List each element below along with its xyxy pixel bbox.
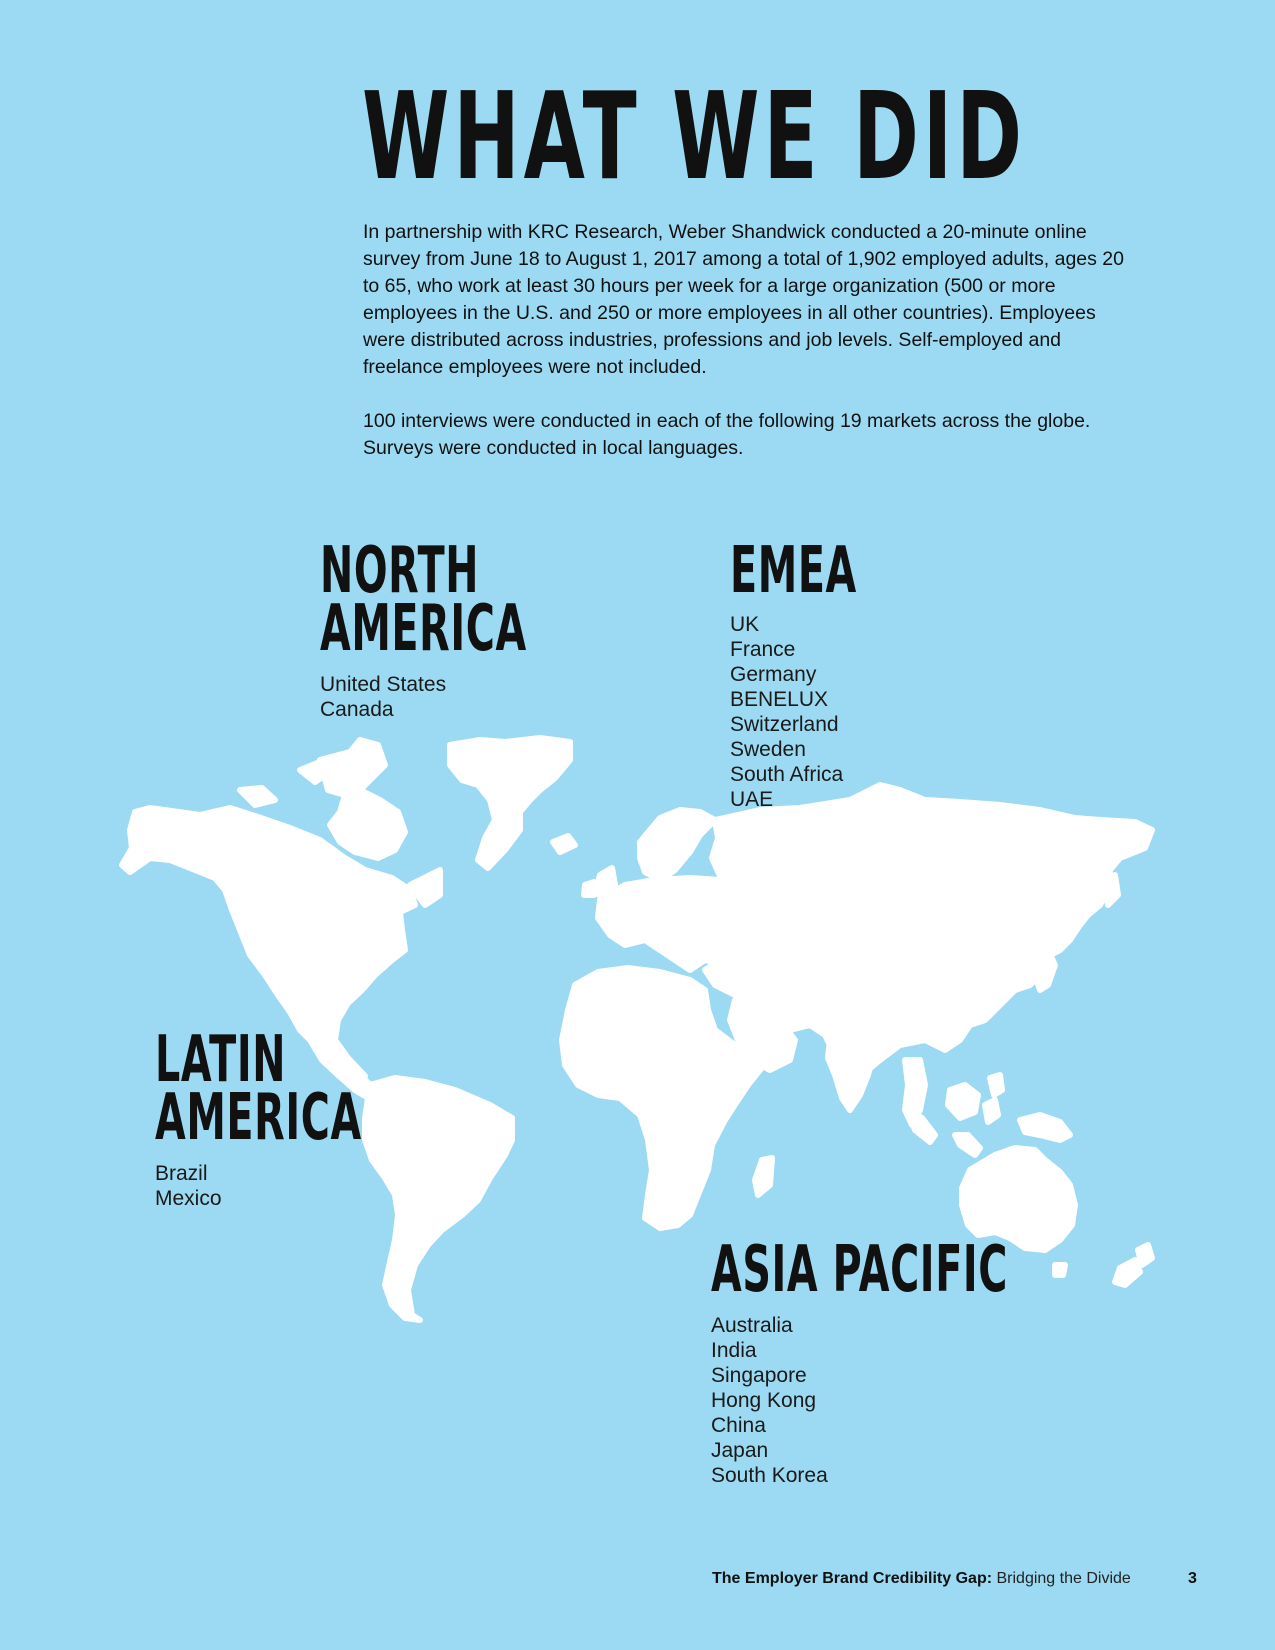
market-item: South Korea xyxy=(711,1464,828,1487)
sumatra xyxy=(908,1110,935,1142)
region-emea xyxy=(730,534,935,812)
market-item: United States xyxy=(320,673,447,696)
market-list xyxy=(320,672,654,722)
sulawesi xyxy=(985,1100,998,1122)
market-list xyxy=(711,1313,1190,1488)
market-item: Brazil xyxy=(155,1162,208,1185)
market-item: BENELUX xyxy=(730,688,829,711)
footer-report-title: The Employer Brand Credibility Gap: xyxy=(712,1570,993,1587)
scandinavia xyxy=(640,810,715,880)
region-asia-pacific xyxy=(711,1233,1190,1488)
region-heading: EMEA xyxy=(730,534,857,608)
kamchatka xyxy=(1105,875,1118,905)
region-north-america xyxy=(320,534,654,722)
page-number: 3 xyxy=(1188,1570,1197,1587)
philippines xyxy=(990,1075,1002,1095)
region-heading: ASIA PACIFIC xyxy=(711,1233,1009,1307)
borneo xyxy=(948,1085,978,1118)
market-item: UAE xyxy=(730,788,774,811)
region-heading-line: AMERICA xyxy=(155,1081,362,1155)
intro-paragraph: 100 interviews were conducted in each of the following 19 markets across the globe. Surveys were conducted in local languages. xyxy=(363,410,1091,459)
region-heading xyxy=(320,534,527,666)
market-item: Switzerland xyxy=(730,713,839,736)
greenland xyxy=(450,738,570,868)
region-latin-america xyxy=(155,1023,489,1211)
page-footer xyxy=(712,1570,1131,1588)
market-item: Hong Kong xyxy=(711,1389,817,1412)
market-item: South Africa xyxy=(730,763,844,786)
market-item: China xyxy=(711,1414,766,1437)
madagascar xyxy=(755,1158,772,1195)
region-heading xyxy=(155,1023,362,1155)
region-heading-line: AMERICA xyxy=(320,592,527,666)
canadian-arctic xyxy=(320,740,405,858)
market-item: Australia xyxy=(711,1314,793,1337)
market-item: Japan xyxy=(711,1439,769,1462)
market-item: Singapore xyxy=(711,1364,807,1387)
intro-paragraph: In partnership with KRC Research, Weber Shandwick conducted a 20-minute online survey from June 18 to August 1, 2017 among a total of 1,902 employed adults, ages 20 to 65, who work at least 30 hours per week for a large organization (500 or more employees in the U.S. and 250 or more employees in all other countries). Employees were distributed across industries, professions and job levels. Self-employed and freelance employees were not included. xyxy=(363,221,1124,378)
region-heading-line: NORTH xyxy=(320,534,480,608)
page-title: WHAT WE DID xyxy=(362,68,1026,207)
market-item: Mexico xyxy=(155,1187,222,1210)
uk xyxy=(595,868,615,898)
market-item: Canada xyxy=(320,698,394,721)
market-list xyxy=(730,612,935,812)
japan xyxy=(1035,950,1055,990)
market-item: Sweden xyxy=(730,738,806,761)
indian-subcontinent xyxy=(828,1035,875,1110)
region-heading-line: LATIN xyxy=(155,1023,287,1097)
footer-report-subtitle: Bridging the Divide xyxy=(996,1570,1131,1587)
java xyxy=(955,1135,980,1155)
market-list xyxy=(155,1161,489,1211)
arctic-island-2 xyxy=(240,788,275,805)
market-item: India xyxy=(711,1339,757,1362)
new-guinea xyxy=(1020,1115,1070,1140)
iceland xyxy=(553,836,575,852)
ireland xyxy=(584,882,594,895)
market-item: Germany xyxy=(730,663,817,686)
market-item: France xyxy=(730,638,796,661)
market-item: UK xyxy=(730,613,760,636)
